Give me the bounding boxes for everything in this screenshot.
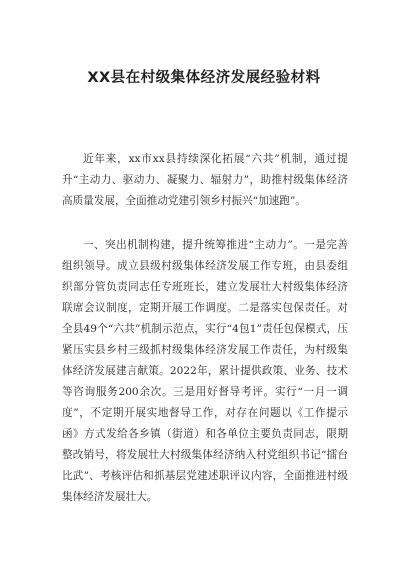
section-one-paragraph: 一、突出机制构建，提升统筹推进“主动力”。一是完善组织领导。成立县级村级集体经济发展工作专班，由县委组织部分管负责同志任专班班长，建立发展壮大村级集体经济联席会议制度，定期开展工作调度。二是落实包保责任。对全县49个“六共”机制示范点，实行“4包1”责任包保模式，压紧压实县乡村三级抓村级集体经济发展工作责任，为村级集体经济发展建言献策。2022年，累计提供政策、业务、技术等咨询服务200余次。三是用好督导考评。实行“一月一调度”，不定期开展实地督导工作，对存在问题以《工作提示函》方式发给各乡镇（街道）和各单位主要负责同志，限期整改销号，将发展壮大村级集体经济纳入村党组织书记“擂台比武”、考核评估和抓基层党建述职评议内容，全面推进村级集体经济发展壮大。 [62, 239, 348, 503]
intro-paragraph: 近年来，xx市xx县持续深化拓展“六共”机制，通过提升“主动力、驱动力、凝聚力、辐射力”，助推村级集体经济高质量发展，全面推动党建引领乡村振兴“加速跑”。 [62, 153, 348, 207]
document-title: XX县在村级集体经济发展经验材料 [87, 70, 321, 86]
